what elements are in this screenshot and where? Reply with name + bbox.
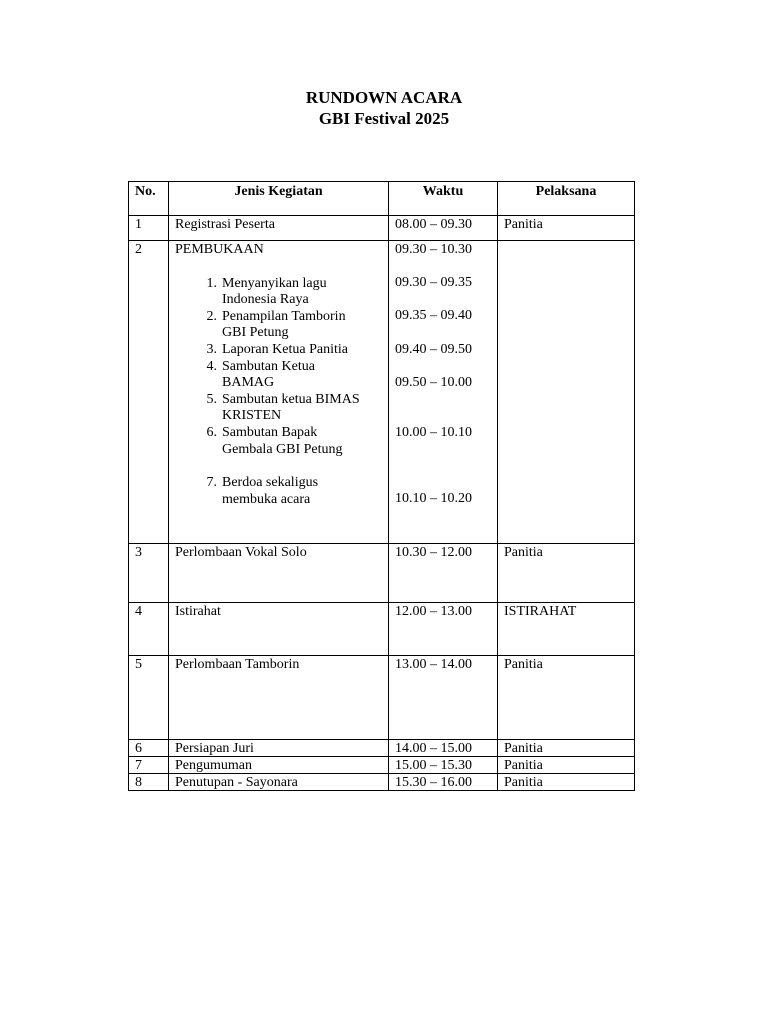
row-no: 4 (129, 603, 169, 655)
row-waktu: 15.00 – 15.30 (389, 757, 498, 773)
row-no: 3 (129, 544, 169, 602)
row-pelaksana (498, 241, 634, 543)
table-row-pembukaan (128, 241, 635, 544)
row-pelaksana: Panitia (504, 545, 543, 560)
row-pelaksana: Panitia (504, 741, 543, 756)
row-waktu: 15.30 – 16.00 (389, 774, 498, 790)
row-waktu: 13.00 – 14.00 (389, 656, 498, 739)
row-waktu: 12.00 – 13.00 (389, 603, 498, 655)
header-jenis-kegiatan: Jenis Kegiatan (169, 182, 389, 215)
row-jenis: Perlombaan Tamborin (169, 656, 389, 739)
list-item: 1. Menyanyikan lagu Indonesia Raya (206, 275, 327, 308)
row-jenis: Registrasi Peserta (169, 216, 389, 240)
row-pelaksana: Panitia (504, 775, 543, 790)
row-no: 1 (129, 216, 169, 240)
table-row (128, 216, 635, 241)
title-line-1: RUNDOWN ACARA (305, 88, 463, 107)
table-row (128, 603, 635, 656)
title-line-2: GBI Festival 2025 (318, 109, 450, 128)
item-waktu: 09.50 – 10.00 (395, 374, 472, 390)
item-waktu: 10.00 – 10.10 (395, 424, 472, 440)
row-no: 7 (129, 757, 169, 773)
row-jenis: Istirahat (169, 603, 389, 655)
header-pelaksana: Pelaksana (535, 184, 597, 199)
header-waktu: Waktu (389, 182, 498, 215)
row-jenis: Persiapan Juri (169, 740, 389, 756)
pembukaan-waktu: 09.30 – 10.30 (395, 242, 472, 257)
row-no: 2 (129, 241, 169, 543)
row-no: 8 (129, 774, 169, 790)
table-row (128, 774, 635, 791)
row-jenis: Perlombaan Vokal Solo (169, 544, 389, 602)
row-pelaksana: Panitia (504, 657, 543, 672)
table-row (128, 544, 635, 603)
item-waktu: 09.35 – 09.40 (395, 308, 472, 324)
list-item: 2. Penampilan Tamborin GBI Petung (206, 308, 346, 341)
table-header-row (128, 181, 635, 216)
item-waktu: 09.30 – 09.35 (395, 275, 472, 291)
table-row (128, 740, 635, 757)
pembukaan-heading: PEMBUKAAN (175, 242, 264, 257)
list-item: 7. Berdoa sekaligus membuka acara (206, 475, 319, 507)
row-pelaksana: Panitia (504, 217, 543, 232)
item-waktu: 09.40 – 09.50 (395, 341, 472, 357)
row-waktu: 14.00 – 15.00 (389, 740, 498, 756)
table-row (128, 656, 635, 740)
row-no: 6 (129, 740, 169, 756)
row-no: 5 (129, 656, 169, 739)
row-waktu: 08.00 – 09.30 (389, 216, 498, 240)
list-item: 4. Sambutan Ketua BAMAG (206, 358, 315, 391)
rundown-table (128, 181, 635, 791)
list-item: 6. Sambutan Bapak Gembala GBI Petung (206, 424, 343, 457)
list-item: 5. Sambutan ketua BIMAS KRISTEN (206, 391, 360, 424)
row-jenis: Penutupan - Sayonara (169, 774, 389, 790)
row-waktu (389, 241, 498, 543)
row-jenis (169, 241, 389, 543)
table-row (128, 757, 635, 774)
row-waktu: 10.30 – 12.00 (389, 544, 498, 602)
list-item: 3. Laporan Ketua Panitia (206, 341, 348, 357)
row-jenis: Pengumuman (169, 757, 389, 773)
item-waktu: 10.10 – 10.20 (395, 490, 472, 506)
row-pelaksana: ISTIRAHAT (504, 604, 577, 619)
document-title (0, 87, 768, 129)
pembukaan-list (175, 276, 382, 509)
header-no: No. (129, 182, 169, 215)
row-pelaksana: Panitia (504, 758, 543, 773)
